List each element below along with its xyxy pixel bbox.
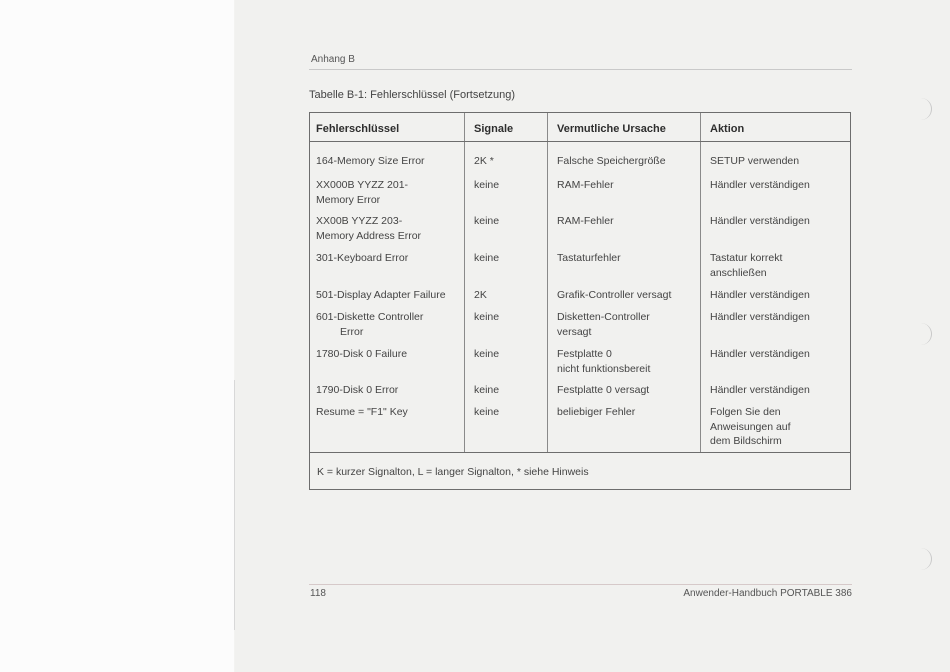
cell-line: Resume = "F1" Key: [316, 406, 408, 418]
cell-line: 2K *: [474, 155, 494, 167]
cell-line: keine: [474, 406, 500, 418]
column-divider: [464, 113, 465, 452]
table-cell-cause: [557, 154, 666, 169]
cell-line: Festplatte 0: [557, 348, 612, 360]
cell-line: 1780-Disk 0 Failure: [316, 348, 408, 360]
cell-line: beliebiger Fehler: [557, 406, 636, 418]
cell-line: 601-Diskette Controller: [316, 311, 424, 323]
cell-line: SETUP verwenden: [710, 155, 800, 167]
table-cell-code: [316, 288, 446, 303]
table-cell-cause: [557, 310, 650, 339]
cell-line: nicht funktionsbereit: [557, 362, 651, 375]
cell-line: 301-Keyboard Error: [316, 252, 409, 264]
table-cell-action: [710, 405, 791, 449]
table-cell-signal: [474, 405, 499, 420]
cell-line: Memory Address Error: [316, 229, 422, 242]
table-cell-signal: [474, 214, 499, 229]
cell-line: keine: [474, 252, 500, 264]
table-cell-action: [710, 288, 810, 303]
table-cell-signal: [474, 310, 499, 325]
cell-line: Festplatte 0 versagt: [557, 384, 650, 396]
cell-line: 2K: [474, 289, 487, 301]
table-cell-code: [316, 251, 408, 266]
cell-line: Grafik-Controller versagt: [557, 289, 672, 301]
table-footnote: K = kurzer Signalton, L = langer Signalton, * siehe Hinweis: [317, 466, 589, 478]
header-divider: [309, 69, 852, 70]
scan-margin: [0, 0, 234, 672]
error-code-table: [309, 112, 851, 490]
cell-line: Händler verständigen: [710, 311, 810, 323]
table-cell-code: [316, 310, 423, 339]
cell-line: 164-Memory Size Error: [316, 155, 425, 167]
column-divider: [700, 113, 701, 452]
cell-line: RAM-Fehler: [557, 179, 614, 191]
cell-line: keine: [474, 215, 500, 227]
cell-line: Folgen Sie den: [710, 406, 781, 418]
cell-line: Händler verständigen: [710, 179, 810, 191]
section-header: Anhang B: [311, 54, 355, 65]
column-header-signals: Signale: [474, 123, 514, 135]
table-cell-action: [710, 214, 810, 229]
table-cell-cause: [557, 288, 671, 303]
table-cell-cause: [557, 214, 614, 229]
cell-line: Händler verständigen: [710, 215, 810, 227]
cell-line: keine: [474, 311, 500, 323]
table-cell-signal: [474, 383, 499, 398]
cell-line: versagt: [557, 325, 592, 338]
table-cell-code: [316, 178, 408, 207]
column-divider: [547, 113, 548, 452]
table-cell-code: [316, 347, 407, 362]
table-title: Tabelle B-1: Fehlerschlüssel (Fortsetzung): [309, 89, 516, 101]
cell-line: keine: [474, 179, 500, 191]
table-cell-code: [316, 154, 425, 169]
table-cell-code: [316, 383, 398, 398]
table-cell-code: [316, 405, 408, 420]
cell-line: Anweisungen auf: [710, 420, 791, 433]
table-cell-signal: [474, 251, 499, 266]
table-cell-cause: [557, 347, 650, 376]
table-cell-code: [316, 214, 421, 243]
book-title: Anwender-Handbuch PORTABLE 386: [683, 588, 852, 599]
cell-line: Disketten-Controller: [557, 311, 650, 323]
table-cell-action: [710, 154, 799, 169]
table-cell-action: [710, 310, 810, 325]
cell-line: XX00B YYZZ 203-: [316, 215, 403, 227]
column-header-cause: Vermutliche Ursache: [557, 123, 666, 135]
column-header-code: Fehlerschlüssel: [316, 123, 400, 135]
table-cell-action: [710, 251, 782, 280]
header-row-divider: [310, 141, 850, 142]
cell-line: Memory Error: [316, 193, 381, 206]
cell-line: keine: [474, 348, 500, 360]
cell-line: RAM-Fehler: [557, 215, 614, 227]
footnote-divider: [310, 452, 850, 453]
cell-line: 501-Display Adapter Failure: [316, 289, 446, 301]
table-cell-signal: [474, 347, 499, 362]
table-cell-action: [710, 383, 810, 398]
cell-line: Error: [340, 325, 364, 338]
footer-divider: [309, 584, 852, 585]
table-cell-signal: [474, 288, 487, 303]
table-cell-signal: [474, 154, 494, 169]
cell-line: anschließen: [710, 266, 767, 279]
table-cell-signal: [474, 178, 499, 193]
cell-line: Falsche Speichergröße: [557, 155, 666, 167]
page-number: 118: [310, 588, 326, 599]
table-cell-cause: [557, 405, 635, 420]
cell-line: Händler verständigen: [710, 289, 810, 301]
cell-line: 1790-Disk 0 Error: [316, 384, 399, 396]
column-header-action: Aktion: [710, 123, 745, 135]
table-cell-cause: [557, 251, 621, 266]
table-cell-cause: [557, 178, 614, 193]
cell-line: Händler verständigen: [710, 348, 810, 360]
cell-line: dem Bildschirm: [710, 435, 782, 447]
cell-line: XX000B YYZZ 201-: [316, 179, 409, 191]
cell-line: Händler verständigen: [710, 384, 810, 396]
table-cell-action: [710, 178, 810, 193]
cell-line: Tastaturfehler: [557, 252, 621, 264]
cell-line: Tastatur korrekt: [710, 252, 783, 264]
table-cell-action: [710, 347, 810, 362]
cell-line: keine: [474, 384, 500, 396]
table-cell-cause: [557, 383, 649, 398]
